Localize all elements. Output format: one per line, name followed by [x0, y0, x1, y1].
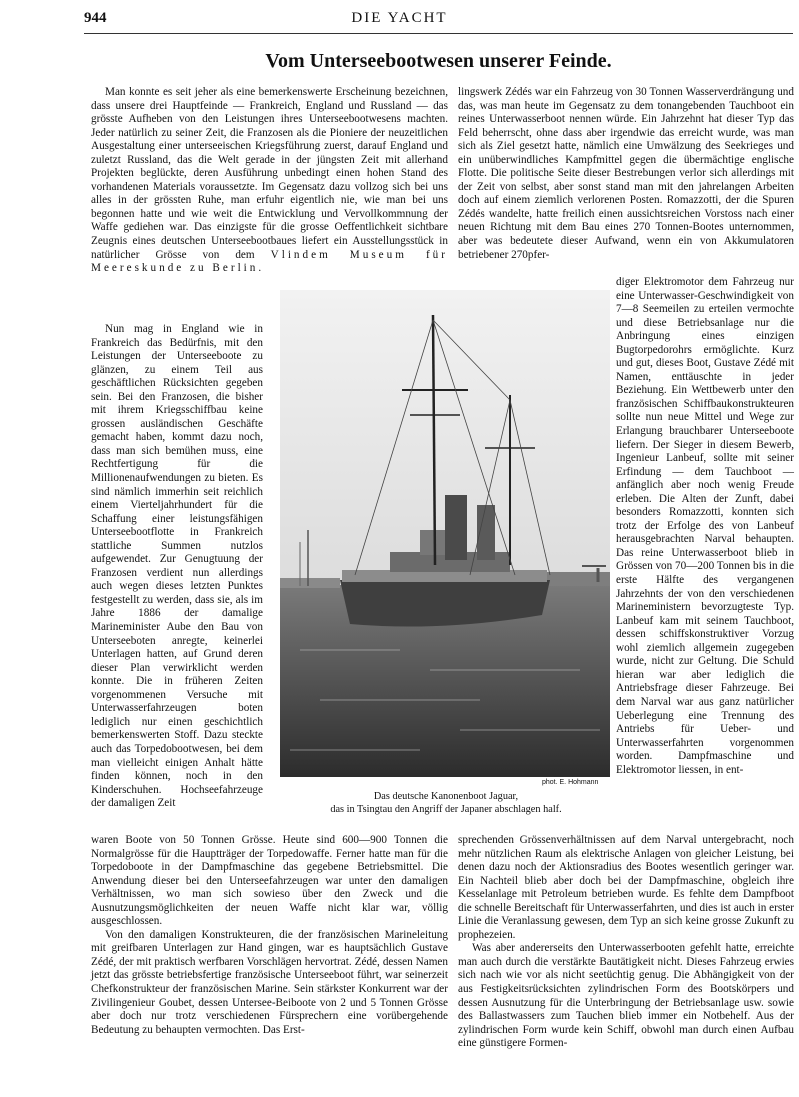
paragraph-erstlingswerk: lingswerk Zédés war ein Fahrzeug von 30 Tonnen Wasserverdrängung und das, was man heute im Gegensatz zu dem tonangebenden Tauchboot ein reines Unterwasserboot nennen würde. Ein Jahrzehnt hat dieser Typ das Feld beherrscht, ohne dass aber irgendwie das erreicht wurde, was man sich als Ziel gesetzt hatte, nämlich eine Umwälzung des Seekrieges und ein unüberwindliches Kampfmittel gegen die übermächtige englische Flotte. Die politische Seite dieser Bestrebungen verlor sich allerdings mit der Zeit von selbst, aber sonst stand man mit den jahrelangen Arbeiten doch auf einem ziemlich verlorenen Posten. Romazzotti, der die Spuren Zédés wandelte, hatte freilich einen aussichtsreichen Vorstoss nach einer neuen Richtung mit dem Bau eines 270 Tonnen-Bootes unternommen, aber was bedeutete dieser Aufwand, wenn ein von Akkumulatoren betriebener 270pfer- — [458, 86, 794, 261]
left-column-bottom — [91, 834, 448, 1037]
paragraph-narval: sprechenden Grössenverhältnissen auf dem Narval untergebracht, noch mehr nützlichen Raum als elektrische Anlagen von gleicher Leistung, bei denen dazu noch der Aktionsradius des Bootes wesentlich geringer war. Ein Nachteil blieb aber doch bei der Dampfmaschine, obgleich ihre Kesselanlage mit Petroleum betrieben wurde. Es fehlte dem Dampfboot die schnelle Bereitschaft für Unterwasserfahrten, und dies ist auch in erster Linie die Veranlassung gewesen, dem Typ an sich keine grosse Zukunft zu prophezeien. — [458, 834, 794, 941]
article-title: Vom Unterseebootwesen unserer Feinde. — [265, 50, 612, 72]
journal-title: DIE YACHT — [351, 10, 448, 26]
museum-line: Vlindem Museum für Meereskunde zu Berlin. — [91, 248, 448, 275]
paragraph-continuation: waren Boote von 50 Tonnen Grösse. Heute sind 600—900 Tonnen die Normalgrösse für die Hauptträger der Torpedowaffe. Ferner hatte man für die Torpedoboote in der Dampfmaschine das gegebene Betriebsmittel. Die Anwendung dieser bei den Unterseefahrzeugen war unter den damaligen Verhältnissen, wo man sich sowieso über den Zweck und die Ausnutzungsmöglichkeiten der neuen Waffe nicht klar war, völlig ausgeschlossen. — [91, 834, 448, 928]
paragraph-intro — [91, 86, 448, 276]
intro-text: Man konnte es seit jeher als eine bemerkenswerte Erscheinung bezeichnen, dass unsere drei Hauptfeinde — Frankreich, England und Russland — das grösste Aufheben von den Leistungen ihres Unterseebootwesens machten. Jeder natürlich zu seiner Zeit, die Franzosen als die Pioniere der neuzeitlichen Ausgestaltung einer unterseeischen Kriegsführung zuerst, darauf England und zuletzt Russland, das die Welt gerade in der jüngsten Zeit mit allerhand Projekten beglückte, deren Ausführung unbedingt einen hohen Stand des vorhandenen Materials voraussetzte. Im Gegensatz dazu vollzog sich bei uns alles in der grössten Ruhe, man erfuhr eigentlich nie, wie man bei uns begonnen hatte und wie weit die Entwicklung und Vervollkommnung der Waffe gediehen war. Das einzigste für die grosse Oeffentlichkeit sichtbare Zeugnis eines deutschen Unterseebootbaues liefert ein Ausstellungsstück in natürlicher Grösse von dem — [91, 86, 448, 261]
paragraph-england: Nun mag in England wie in Frankreich das Bedürfnis, mit den Leistungen der Unterseeboote zu glänzen, zu einem Teil aus geschäftlichen Rücksichten gegeben sein. Bei den Franzosen, die bisher mit ihrem Kriegsschiffbau keine grossen ausländischen Geschäfte gemacht haben, kommt dazu noch, dass man sich bemühen muss, eine Rechtfertigung für die Millionenaufwendungen zu bieten. Es sind nämlich immerhin seit reichlich einem Vierteljahrhundert für die Schaffung einer leistungsfähigen Unterseebootflotte in Frankreich stattliche Summen nutzlos aufgewendet. Zur Genugtuung der Franzosen verdient nun allerdings auch wegen dieses letzten Punktes festgestellt zu werden, dass sie, als im Jahre 1886 der damalige Marineminister Aube den Bau von Unterseeboten anregte, keinerlei Unterlagen hatten, auf Grund deren dieser Plan verwirklicht werden konnte. Die in früheren Zeiten vorgenommenen Versuche mit Unterwasserfahrzeugen boten lediglich nur einen geschichtlich bemerkenswerten Stoff. Dazu steckte auch das Torpedobootwesen, bei dem man vielleicht einigen Anhalt hätte finden können, noch in den Kinderschuhen. Hochseefahrzeuge der damaligen Zeit — [91, 323, 263, 810]
right-column-top — [458, 86, 794, 262]
figure-caption — [276, 790, 616, 816]
left-column-top — [91, 86, 448, 276]
page-number: 944 — [84, 10, 107, 26]
paragraph-elektromotor: diger Elektromotor dem Fahrzeug nur eine Unterwasser-Geschwindigkeit von 7—8 Seemeilen zu erteilen vermochte und diese Betriebsanlage nur die Anbringung eines einzigen Bugtorpedorohrs ermöglichte. Kurz und gut, dieses Boot, Gustave Zédé mit Namen, enttäuschte in jeder Beziehung. Ein Wettbewerb unter den französischen Schiffbaukonstrukteuren sollte nun neue Mittel und Wege zur Erlangung brauchbarer Unterseeboote liefern. Der Sieger in diesem Bewerb, Ingenieur Lanbeuf, sollte mit seiner Erfindung — dem Tauchboot — anfänglich aber noch wenig Freude erleben. Die Alten der Zunft, dabei besonders Romazzotti, konnten sich trotz der Erfolge des von Lanbeuf herausgebrachten Narval behaupten. Das reine Unterwasserboot blieb in Grössen von 70—200 Tonnen bis in die erste Hälfte des vergangenen Jahrzehnts der von den verschiedenen Marineministern bevorzugteste Typ. Lanbeuf kam mit seinem Tauchboot, dessen schiffskonstruktiver Vorzug wohl ziemlich allgemein zugegeben wurde, nicht zur Geltung. Die Schuld hieran war aber lediglich die Antriebsfrage dieser Fahrzeuge. Bei dem Narval war aus ganz natürlicher Ueberlegung eine Trennung des Antriebs für Ueber- und Unterwasserfahrten vorgenommen worden. Dampfmaschine und Elektromotor liessen, in ent- — [616, 276, 794, 776]
gunboat-illustration — [280, 290, 610, 777]
left-column-narrow — [91, 323, 263, 811]
header-rule — [84, 33, 793, 34]
paragraph-zede: Von den damaligen Konstrukteuren, die der französischen Marineleitung mit greifbaren Unterlagen zur Hand gingen, war es hauptsächlich Gustave Zédé, der mit praktisch werfbaren Vorschlägen hervortrat. Zédé, dessen Namen jetzt das grösste betriebsfertige französische Unterseeboot führt, war seinerzeit Chefkonstrukteur der französischen Marine. Sein stärkster Konkurrent war der Zivilingenieur Goubet, dessen Untersee-Beiboote von 2 und 5 Tonnen Grösse aber doch nur trotz verschiedenen Fürsprechern eine vorübergehende Bedeutung zu behaupten vermochten. Das Erst- — [91, 928, 448, 1036]
right-column-narrow — [616, 276, 794, 777]
right-column-bottom — [458, 834, 794, 1051]
photo-credit: phot. E. Hohmann — [542, 779, 599, 786]
paragraph-unterwasserboote: Was aber andererseits den Unterwasserbooten gefehlt hatte, erreichte man auch durch die verstärkte Bautätigkeit nicht. Dieses Fahrzeug erwies sich nach wie vor als nicht seetüchtig genug. Die Abhängigkeit von der aus Festigkeitsrücksichten zylindrischen Form des Bootskörpers und dessen Ausnutzung für die Unterbringung der Betriebsanlage usw. sowie des Ballastwassers zum Tauchen blieb immer ein Notbehelf. Aus der zylindrischen Form wurde kein Schiff, obwohl man durch einen Aufbau eine günstigere Formen- — [458, 942, 794, 1050]
caption-line-1: Das deutsche Kanonenboot Jaguar, — [373, 791, 519, 802]
gunboat-photo — [280, 290, 610, 777]
caption-line-2: das in Tsingtau den Angriff der Japaner abschlagen half. — [330, 804, 562, 815]
